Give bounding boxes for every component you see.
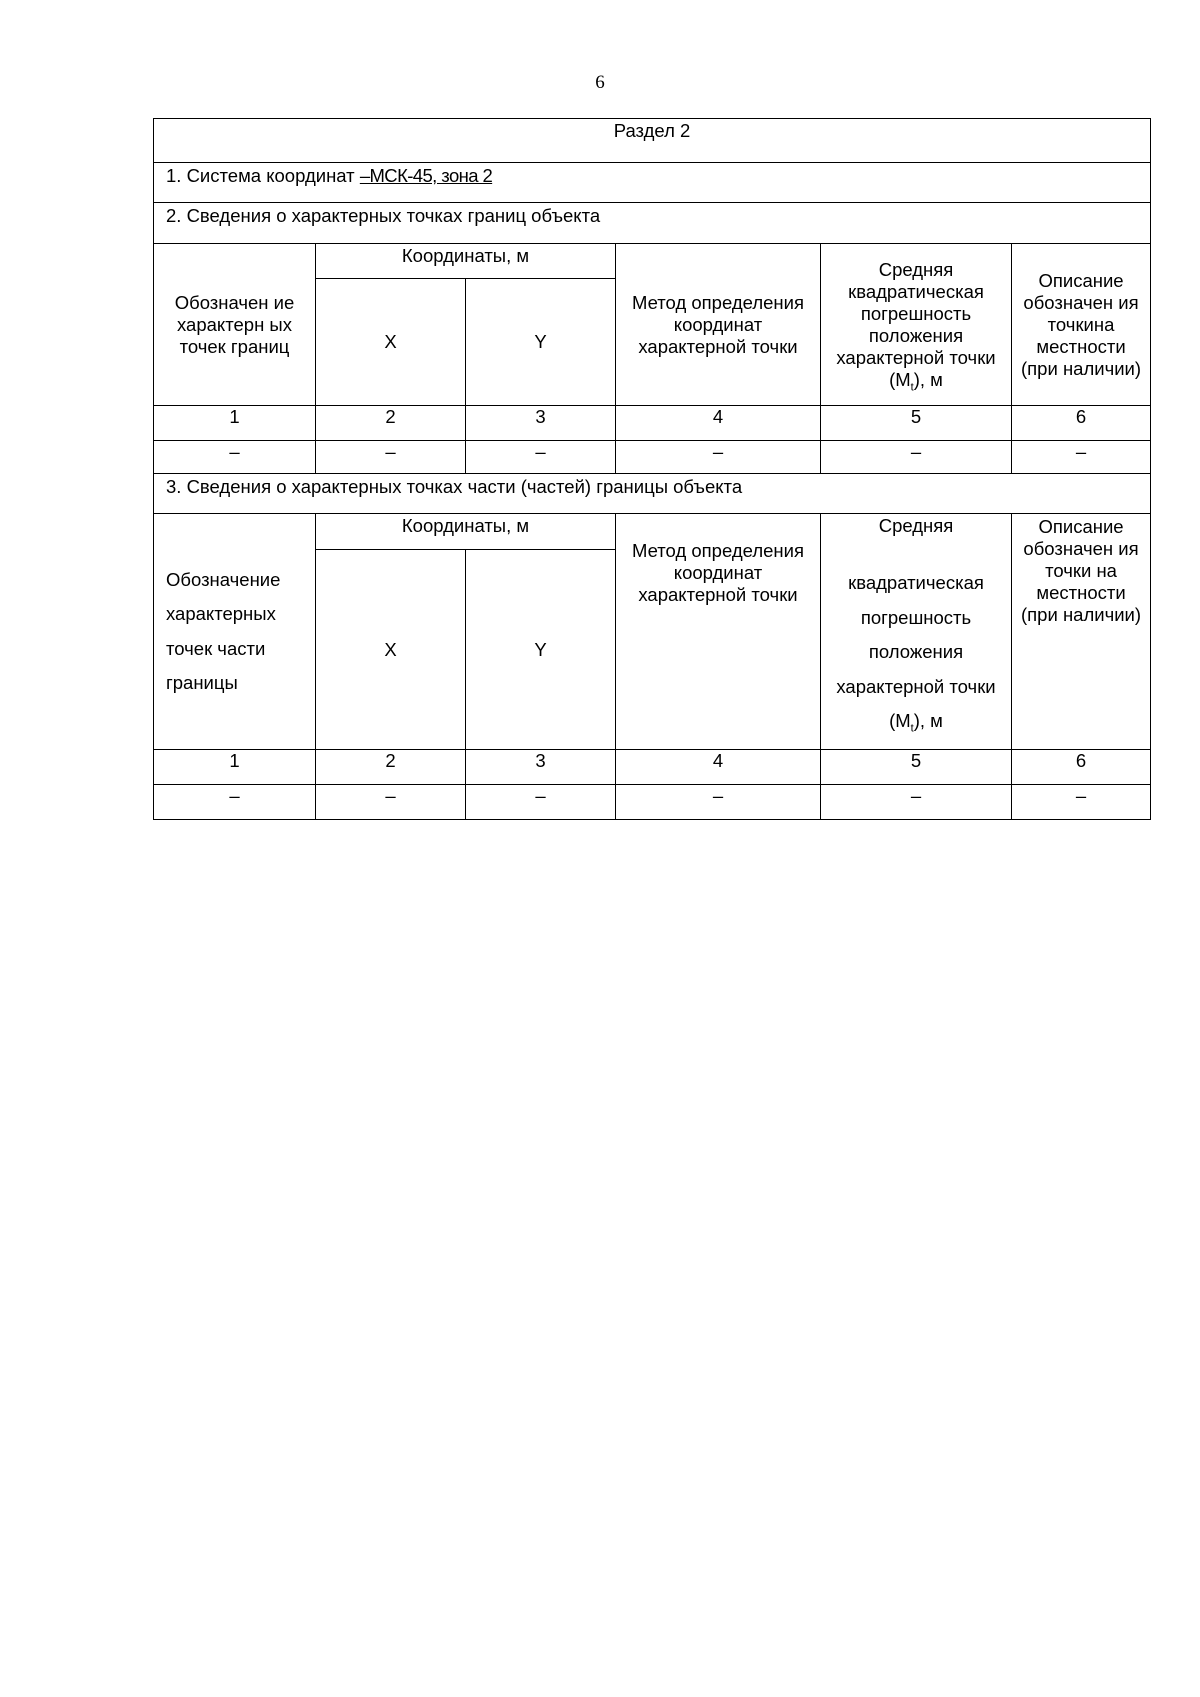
s2-num-4: 4: [616, 406, 821, 441]
s3-col-method: Метод определения координат характерной точки: [616, 514, 821, 750]
s2-cell-4: –: [616, 441, 821, 474]
section-title-row: [154, 119, 1151, 163]
coord-system-row: [154, 163, 1151, 203]
s3-col-error: [821, 514, 1012, 750]
section2-heading: 2. Сведения о характерных точках границ объекта: [154, 203, 1151, 244]
s3-cell-4: –: [616, 785, 821, 820]
s3-col-error-prefix: (M: [889, 710, 911, 731]
s3-col-error-text: квадратическая погрешность положения характерной точки: [836, 572, 996, 697]
s3-col-error-tail: ), м: [913, 710, 943, 731]
section3-data-row: [154, 785, 1151, 820]
s2-cell-1: –: [154, 441, 316, 474]
s2-col-y: Y: [466, 279, 616, 406]
coord-system-value: –МСК-45, зона 2: [359, 165, 493, 186]
page-number: 6: [595, 72, 605, 93]
s3-num-6: 6: [1012, 750, 1151, 785]
section2-header-row: [154, 244, 1151, 279]
s2-col-error-text: Средняя квадратическая погрешность положения характерной точки (M: [836, 258, 996, 390]
s3-num-3: 3: [466, 750, 616, 785]
s2-col-designation: Обозначен ие характерн ых точек границ: [154, 244, 316, 406]
s3-cell-3: –: [466, 785, 616, 820]
s2-col-error-tail: ), м: [913, 368, 943, 390]
section-2-table: [153, 118, 1151, 820]
coord-system-cell: [154, 163, 1151, 203]
s2-col-x: X: [316, 279, 466, 406]
s2-col-coords: Координаты, м: [316, 244, 616, 279]
s2-col-description: Описание обозначен ия точкина местности (при наличии): [1012, 244, 1151, 406]
s3-col-y: Y: [466, 550, 616, 750]
section2-data-row: [154, 441, 1151, 474]
s3-num-2: 2: [316, 750, 466, 785]
section3-heading-row: [154, 474, 1151, 514]
s3-col-designation: Обозначение характерных точек части границы: [154, 514, 316, 750]
s2-cell-3: –: [466, 441, 616, 474]
s2-cell-2: –: [316, 441, 466, 474]
s2-num-3: 3: [466, 406, 616, 441]
s2-col-error: [821, 244, 1012, 406]
s2-col-error-sub: t: [910, 381, 914, 394]
section3-header-row: [154, 514, 1151, 550]
s3-num-4: 4: [616, 750, 821, 785]
section3-heading: 3. Сведения о характерных точках части (частей) границы объекта: [154, 474, 1151, 514]
s3-cell-5: –: [821, 785, 1012, 820]
s2-num-1: 1: [154, 406, 316, 441]
s3-cell-6: –: [1012, 785, 1151, 820]
s3-col-error-unit: [821, 704, 1011, 739]
s2-col-method: Метод определения координат характерной точки: [616, 244, 821, 406]
s2-num-6: 6: [1012, 406, 1151, 441]
s2-num-5: 5: [821, 406, 1012, 441]
coord-system-label: 1. Система координат: [166, 165, 360, 186]
section3-numbers-row: [154, 750, 1151, 785]
s3-col-coords: Координаты, м: [316, 514, 616, 550]
section2-heading-row: [154, 203, 1151, 244]
s3-cell-2: –: [316, 785, 466, 820]
s2-cell-5: –: [821, 441, 1012, 474]
s3-col-error-top: Средняя: [878, 515, 954, 536]
s3-col-description: Описание обозначен ия точки на местности (при наличии): [1012, 514, 1151, 750]
section2-numbers-row: [154, 406, 1151, 441]
s3-num-5: 5: [821, 750, 1012, 785]
s3-cell-1: –: [154, 785, 316, 820]
s3-col-x: X: [316, 550, 466, 750]
section-title: Раздел 2: [154, 119, 1151, 163]
s2-num-2: 2: [316, 406, 466, 441]
s3-col-error-sub: t: [910, 722, 914, 735]
s3-num-1: 1: [154, 750, 316, 785]
s2-cell-6: –: [1012, 441, 1151, 474]
